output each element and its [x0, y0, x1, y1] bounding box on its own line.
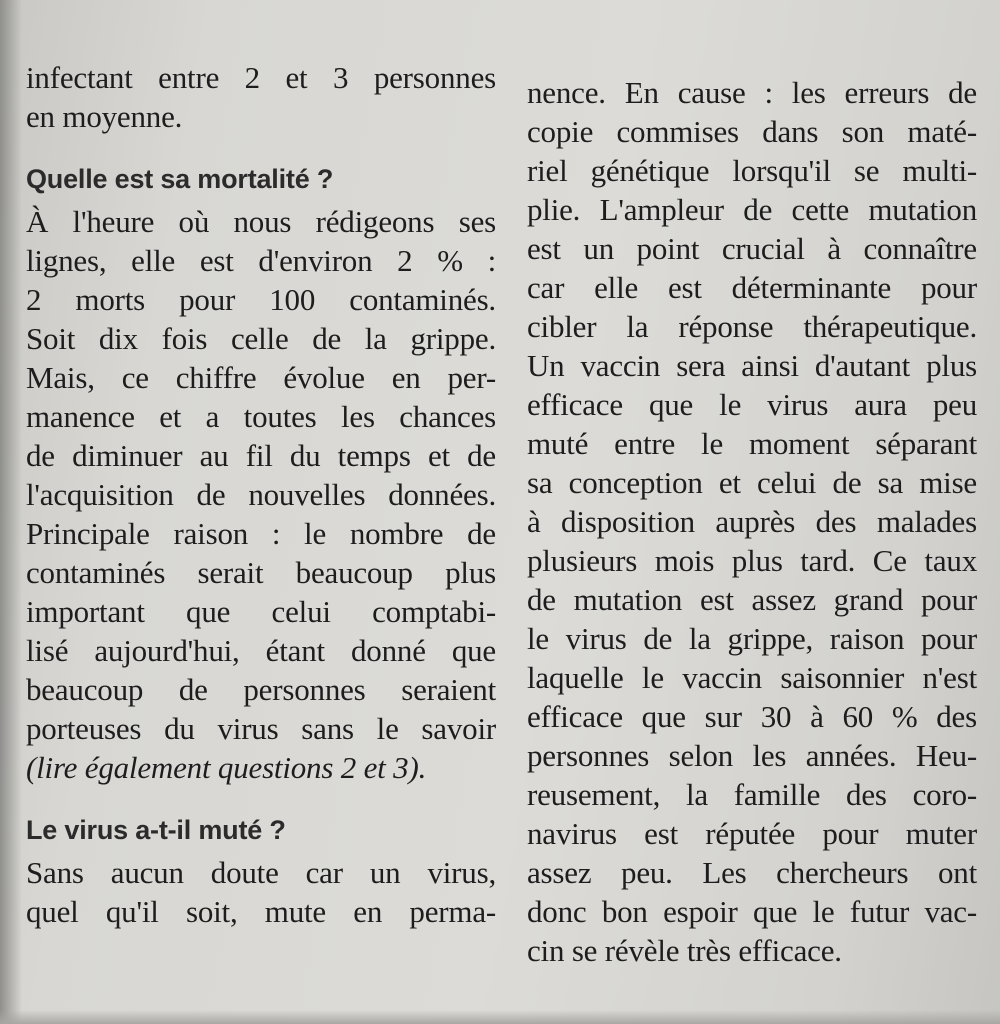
- left-column: [26, 58, 496, 931]
- mortality-line: Mais, ce chiffre évolue en per-: [26, 360, 496, 395]
- mortality-line: Soit dix fois celle de la grippe.: [26, 321, 496, 356]
- body-line: est un point crucial à connaître: [527, 231, 977, 266]
- body-line: personnes selon les années. Heu-: [527, 738, 977, 773]
- body-line: copie commises dans son maté-: [527, 114, 977, 149]
- mutation-line: Sans aucun doute car un virus,: [26, 855, 496, 890]
- body-line: efficace que sur 30 à 60 % des: [527, 699, 977, 734]
- body-line: à disposition auprès des malades: [527, 504, 977, 539]
- mortality-line: contaminés serait beaucoup plus: [26, 555, 496, 590]
- body-line: efficace que le virus aura peu: [527, 387, 977, 422]
- body-line: riel génétique lorsqu'il se multi-: [527, 153, 977, 188]
- heading-mutation: Le virus a-t-il muté ?: [26, 815, 286, 845]
- body-line: reusement, la famille des coro-: [527, 777, 977, 812]
- intro-line: infectant entre 2 et 3 personnes: [26, 60, 496, 95]
- mortality-note: (lire également questions 2 et 3).: [26, 750, 427, 785]
- body-line: laquelle le vaccin saisonnier n'est: [527, 660, 977, 695]
- body-line: car elle est déterminante pour: [527, 270, 977, 305]
- mortality-line: lignes, elle est d'environ 2 % :: [26, 243, 496, 278]
- body-line: navirus est réputée pour muter: [527, 816, 977, 851]
- body-line: assez peu. Les chercheurs ont: [527, 855, 977, 890]
- mortality-line: manence et a toutes les chances: [26, 399, 496, 434]
- body-line: plusieurs mois plus tard. Ce taux: [527, 543, 977, 578]
- mortality-line: 2 morts pour 100 contaminés.: [26, 282, 496, 317]
- mortality-line: porteuses du virus sans le savoir: [26, 711, 496, 746]
- body-line: le virus de la grippe, raison pour: [527, 621, 977, 656]
- body-line: donc bon espoir que le futur vac-: [527, 894, 977, 929]
- body-line: nence. En cause : les erreurs de: [527, 75, 977, 110]
- mortality-line: important que celui comptabi-: [26, 594, 496, 629]
- body-line: Un vaccin sera ainsi d'autant plus: [527, 348, 977, 383]
- mortality-line: de diminuer au fil du temps et de: [26, 438, 496, 473]
- body-line: cin se révèle très efficace.: [527, 933, 842, 968]
- body-line: sa conception et celui de sa mise: [527, 465, 977, 500]
- mortality-line: beaucoup de personnes seraient: [26, 672, 496, 707]
- body-line: de mutation est assez grand pour: [527, 582, 977, 617]
- mortality-line: Principale raison : le nombre de: [26, 516, 496, 551]
- mortality-line: lisé aujourd'hui, étant donné que: [26, 633, 496, 668]
- heading-mortality: Quelle est sa mortalité ?: [26, 164, 334, 194]
- mortality-line: À l'heure où nous rédigeons ses: [26, 204, 496, 239]
- mutation-line: quel qu'il soit, mute en perma-: [26, 894, 496, 929]
- body-line: cibler la réponse thérapeutique.: [527, 309, 977, 344]
- intro-line: en moyenne.: [26, 99, 183, 134]
- right-column: [527, 73, 977, 970]
- page-bottom-edge: [0, 1010, 1000, 1024]
- body-line: plie. L'ampleur de cette mutation: [527, 192, 977, 227]
- mortality-line: l'acquisition de nouvelles données.: [26, 477, 496, 512]
- body-line: muté entre le moment séparant: [527, 426, 977, 461]
